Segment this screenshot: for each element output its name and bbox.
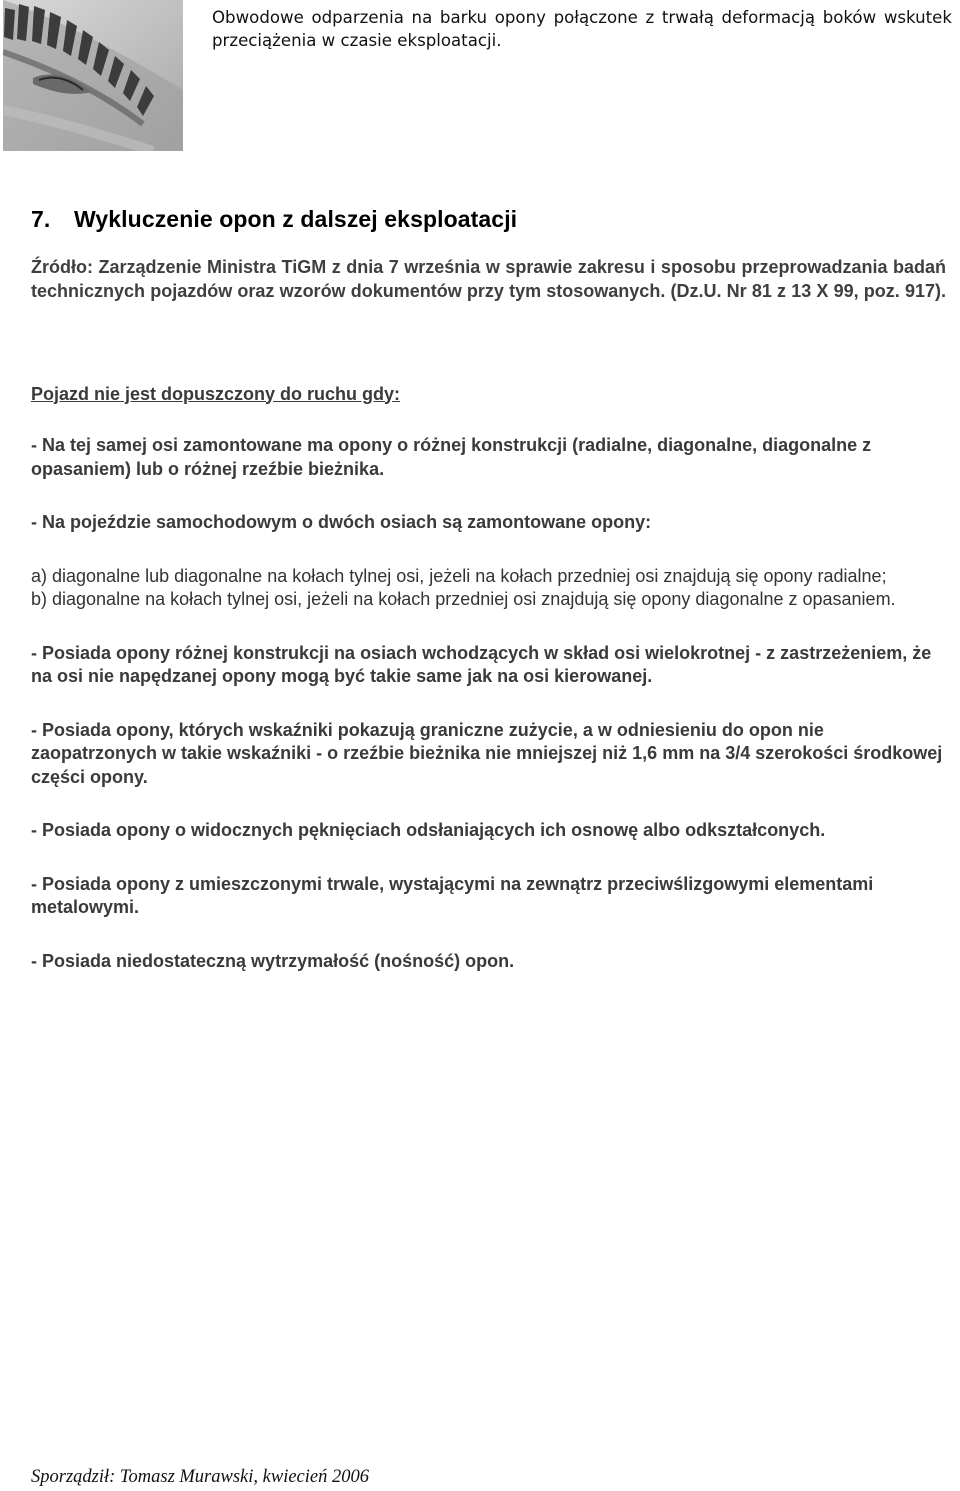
document-body: [31, 256, 946, 973]
rule-cracks: - Posiada opony o widocznych pęknięciach odsłaniających ich osnowę albo odkształconych.: [31, 820, 826, 840]
rule-multi-axle: - Posiada opony różnej konstrukcji na osiach wchodzących w skład osi wielokrotnej - z zastrzeżeniem, że na osi nie napędzanej opony mogą być takie same jak na osi kierowanej.: [31, 642, 932, 686]
conditions-title: Pojazd nie jest dopuszczony do ruchu gdy:: [31, 383, 401, 404]
figure-caption: Obwodowe odparzenia na barku opony połączone z trwałą deformacją boków wskutek przeciążenia w czasie eksploatacji.: [212, 8, 952, 50]
section-heading: [31, 206, 517, 233]
rule-mixed-construction: - Na tej samej osi zamontowane ma opony o różnej konstrukcji (radialne, diagonalne, diagonalne z opasaniem) lub o różnej rzeźbie bieżnika.: [31, 435, 872, 479]
rule-two-axle-a: a) diagonalne lub diagonalne na kołach tylnej osi, jeżeli na kołach przedniej osi znajdują się opony radialne;: [31, 565, 887, 586]
rule-load-capacity: - Posiada niedostateczną wytrzymałość (nośność) opon.: [31, 950, 515, 971]
source-reference: Źródło: Zarządzenie Ministra TiGM z dnia 7 września w sprawie zakresu i sposobu przeprowadzania badań technicznych pojazdów oraz wzorów dokumentów przy tym stosowanych. (Dz.U. Nr 81 z 13 X 99, poz. 917).: [31, 257, 946, 301]
tire-photo: [3, 0, 183, 151]
section-title: Wykluczenie opon z dalszej eksploatacji: [74, 206, 518, 232]
tire-photo-icon: [3, 0, 183, 151]
rule-studs: - Posiada opony z umieszczonymi trwale, wystającymi na zewnątrz przeciwślizgowymi elementami metalowymi.: [31, 873, 874, 917]
rule-two-axle-b: b) diagonalne na kołach tylnej osi, jeżeli na kołach przedniej osi znajdują się opony diagonalne z opasaniem.: [31, 589, 896, 609]
rule-wear-indicators: - Posiada opony, których wskaźniki pokazują graniczne zużycie, a w odniesieniu do opon nie zaopatrzonych w takie wskaźniki - o rzeźbie bieżnika nie mniejszej niż 1,6 mm na 3/4 szerokości środkowej części opony.: [31, 719, 943, 787]
rule-two-axle-intro: - Na pojeździe samochodowym o dwóch osiach są zamontowane opony:: [31, 512, 652, 532]
section-number: 7.: [31, 206, 51, 232]
author-footer: Sporządził: Tomasz Murawski, kwiecień 2006: [31, 1467, 369, 1487]
